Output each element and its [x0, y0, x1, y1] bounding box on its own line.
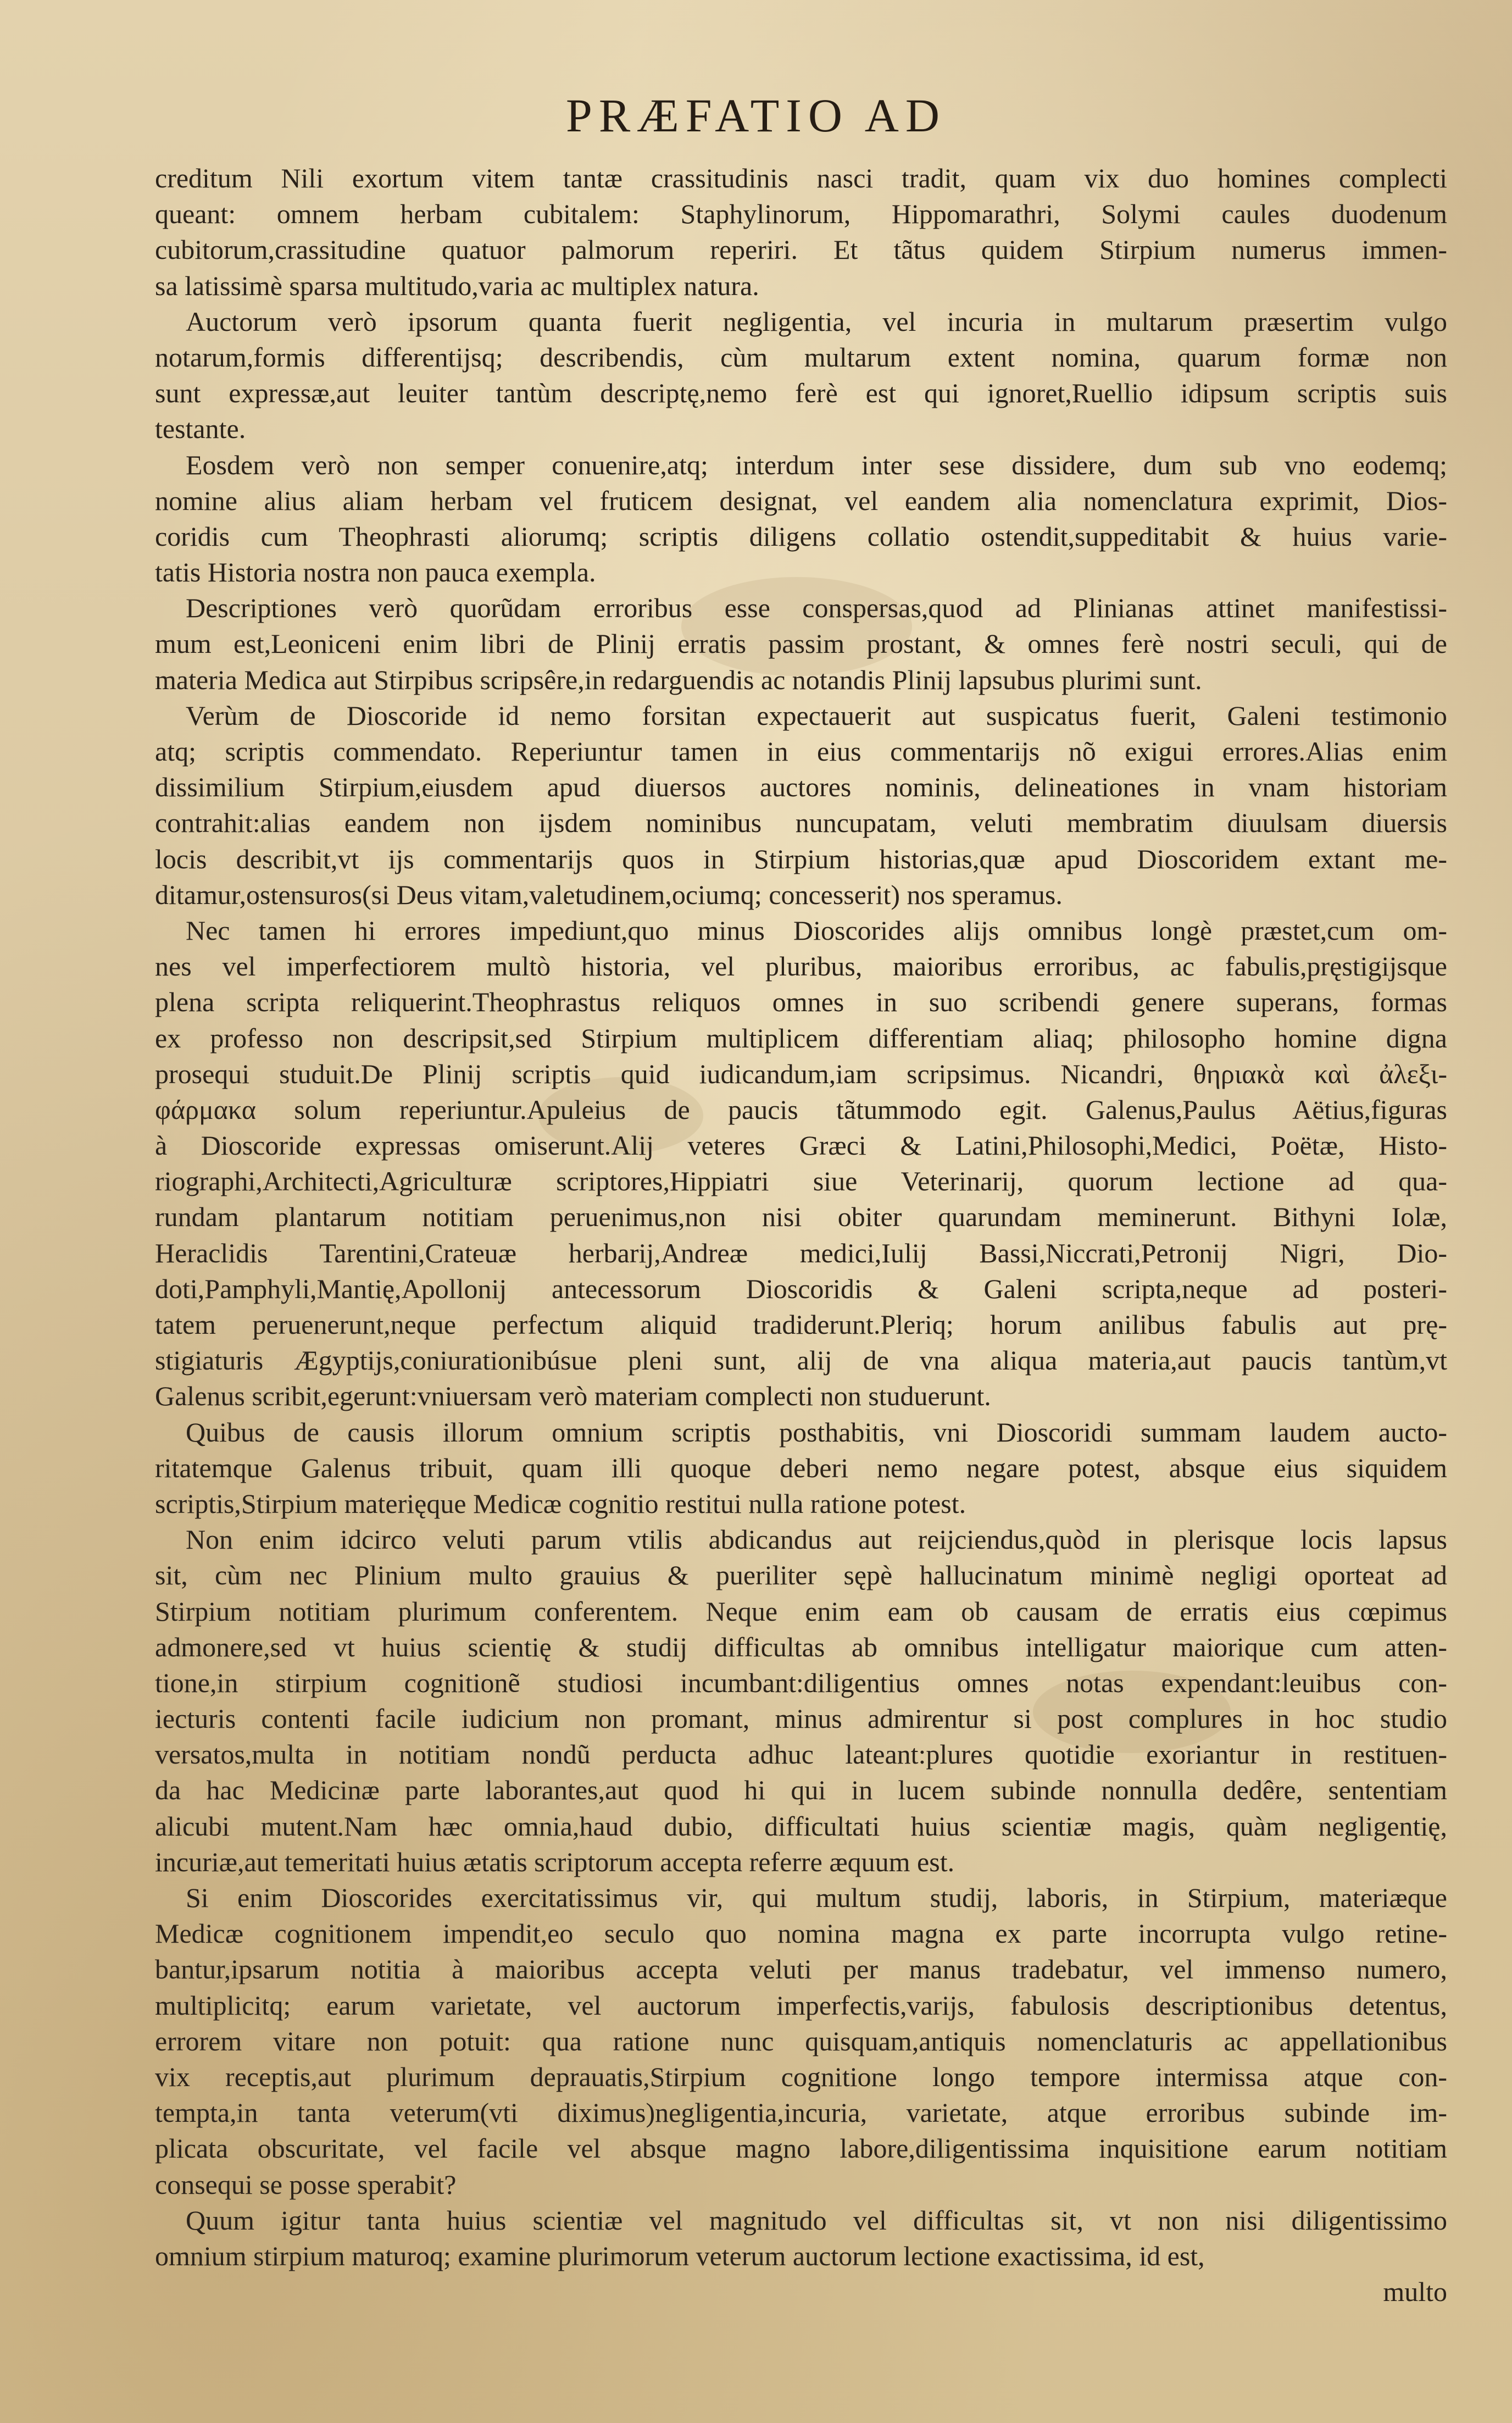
paragraph	[155, 447, 1447, 591]
text-line: Non enim idcirco veluti parum vtilis abdicandus aut reijciendus,quòd in plerisque locis lapsus	[186, 1524, 1447, 1555]
paragraph	[155, 2203, 1447, 2274]
text-line: materia Medica aut Stirpibus scripsêre,in redarguendis ac notandis Plinij lapsubus plurimi sunt.	[155, 664, 1202, 695]
text-line: atq; scriptis commendato. Reperiuntur tamen in eius commentarijs nõ exigui errores.Alias enim	[155, 736, 1447, 767]
text-line: Medicæ cognitionem impendit,eo seculo quo nomina magna ex parte incorrupta vulgo retine-	[155, 1918, 1447, 1949]
text-line: Eosdem verò non semper conuenire,atq; interdum inter sese dissidere, dum sub vno eodemq;	[186, 449, 1447, 480]
text-line: tione,in stirpium cognitionẽ studiosi incumbant:diligentius omnes notas expendant:leuibus con-	[155, 1667, 1447, 1698]
paragraph	[155, 698, 1447, 913]
text-line: creditum Nili exortum vitem tantæ crassitudinis nasci tradit, quam vix duo homines complecti	[155, 163, 1447, 193]
text-line: scriptis,Stirpium materięque Medicæ cognitio restitui nulla ratione potest.	[155, 1488, 966, 1519]
text-line: Heraclidis Tarentini,Crateuæ herbarij,Andreæ medici,Iulij Bassi,Niccrati,Petronij Nigri, Dio-	[155, 1237, 1447, 1268]
text-line: coridis cum Theophrasti aliorumq; scriptis diligens collatio ostendit,suppeditabit & huius varie-	[155, 520, 1447, 552]
text-line: omnium stirpium maturoq; examine plurimorum veterum auctorum lectione exactissima, id est,	[155, 2240, 1205, 2271]
text-line: testante.	[155, 413, 246, 445]
text-line: Descriptiones verò quorũdam erroribus esse conspersas,quod ad Plinianas attinet manifestissi-	[186, 592, 1447, 624]
body-text	[155, 160, 1447, 2310]
text-line: à Dioscoride expressas omiserunt.Alij veteres Græci & Latini,Philosophi,Medici, Poëtæ, Histo-	[155, 1130, 1447, 1161]
text-line: ditamur,ostensuros(si Deus vitam,valetudinem,ociumq; concesserit) nos speramus.	[155, 879, 1063, 910]
text-line: rundam plantarum notitiam peruenimus,non nisi obiter quarundam meminerunt. Bithyni Iolæ,	[155, 1201, 1447, 1233]
text-line: sit, cùm nec Plinium multo grauius & pueriliter sępè hallucinatum minimè negligi oporteat ad	[155, 1560, 1447, 1591]
text-line: tatis Historia nostra non pauca exempla.	[155, 557, 596, 588]
text-line: plicata obscuritate, vel facile vel absque magno labore,diligentissima inquisitione earum notitiam	[155, 2133, 1447, 2164]
text-line: locis describit,vt ijs commentarijs quos in Stirpium historias,quæ apud Dioscoridem extant me-	[155, 843, 1447, 874]
text-line: vix receptis,aut plurimum deprauatis,Stirpium cognitione longo tempore intermissa atque con-	[155, 2061, 1447, 2092]
text-line: queant: omnem herbam cubitalem: Staphylinorum, Hippomarathri, Solymi caules duodenum	[155, 198, 1447, 230]
text-line: Quum igitur tanta huius scientiæ vel magnitudo vel difficultas sit, vt non nisi diligentissimo	[186, 2204, 1447, 2236]
text-line: ex professo non descripsit,sed Stirpium multiplicem differentiam aliaq; philosopho homine digna	[155, 1022, 1447, 1054]
paragraph	[155, 1415, 1447, 1522]
text-line: mum est,Leoniceni enim libri de Plinij erratis passim prostant, & omnes ferè nostri seculi, qui de	[155, 628, 1447, 659]
text-line: consequi se posse sperabit?	[155, 2169, 457, 2200]
paragraph	[155, 1522, 1447, 1880]
text-line: notarum,formis differentijsq; describendis, cùm multarum extent nomina, quarum formæ non	[155, 341, 1447, 373]
text-line: Verùm de Dioscoride id nemo forsitan expectauerit aut suspicatus fuerit, Galeni testimonio	[186, 700, 1447, 731]
text-line: multiplicitq; earum varietate, vel auctorum imperfectis,varijs, fabulosis descriptionibus detentus,	[155, 1989, 1447, 2021]
text-line: nomine alius aliam herbam vel fruticem designat, vel eandem alia nomenclatura exprimit, Dios-	[155, 485, 1447, 516]
text-line: tempta,in tanta veterum(vti diximus)negligentia,incuria, varietate, atque erroribus subinde im-	[155, 2097, 1447, 2128]
text-line: plena scripta reliquerint.Theophrastus reliquos omnes in suo scribendi genere superans, formas	[155, 986, 1447, 1018]
text-line: φάρμακα solum reperiuntur.Apuleius de paucis tãtummodo egit. Galenus,Paulus Aëtius,figuras	[155, 1094, 1447, 1125]
paragraph	[155, 913, 1447, 1415]
text-line: nes vel imperfectiorem multò historia, vel pluribus, maioribus erroribus, ac fabulis,pręstigijsque	[155, 951, 1447, 982]
text-line: sunt expressæ,aut leuiter tantùm descriptę,nemo ferè est qui ignoret,Ruellio idipsum scriptis suis	[155, 378, 1447, 409]
text-line: alicubi mutent.Nam hæc omnia,haud dubio, difficultati huius scientiæ magis, quàm negligentię,	[155, 1810, 1447, 1842]
text-line: Auctorum verò ipsorum quanta fuerit negligentia, vel incuria in multarum præsertim vulgo	[186, 306, 1447, 337]
text-line: Stirpium notitiam plurimum conferentem. Neque enim eam ob causam de erratis eius cœpimus	[155, 1595, 1447, 1627]
text-line: iecturis contenti facile iudicium non promant, minus admirentur si post complures in hoc studio	[155, 1703, 1447, 1734]
text-line: cubitorum,crassitudine quatuor palmorum reperiri. Et tãtus quidem Stirpium numerus immen-	[155, 234, 1447, 265]
catchword: multo	[1383, 2276, 1447, 2308]
text-line: ritatemque Galenus tribuit, quam illi quoque deberi nemo negare potest, absque eius siquidem	[155, 1452, 1447, 1483]
text-line: admonere,sed vt huius scientię & studij difficultas ab omnibus intelligatur maiorique cum atten-	[155, 1631, 1447, 1662]
text-line: Galenus scribit,egerunt:vniuersam verò materiam complecti non studuerunt.	[155, 1380, 991, 1412]
text-line: doti,Pamphyli,Mantię,Apollonij antecessorum Dioscoridis & Galeni scripta,neque ad posteri-	[155, 1273, 1447, 1304]
text-line: sa latissimè sparsa multitudo,varia ac multiplex natura.	[155, 270, 759, 301]
text-line: tatem peruenerunt,neque perfectum aliquid tradiderunt.Pleriq; horum anilibus fabulis aut prę-	[155, 1309, 1447, 1340]
paragraph	[155, 160, 1447, 304]
paragraph	[155, 304, 1447, 447]
text-line: incuriæ,aut temeritati huius ætatis scriptorum accepta referre æquum est.	[155, 1846, 955, 1877]
text-line: Nec tamen hi errores impediunt,quo minus Dioscorides alijs omnibus longè præstet,cum om-	[186, 914, 1447, 946]
text-line: dissimilium Stirpium,eiusdem apud diuersos auctores nominis, delineationes in vnam historiam	[155, 772, 1447, 803]
paragraph	[155, 590, 1447, 698]
text-line: contrahit:alias eandem non ijsdem nominibus nuncupatam, veluti membratim diuulsam diuersis	[155, 807, 1447, 839]
text-line: prosequi studuit.De Plinij scriptis quid iudicandum,iam scripsimus. Nicandri, θηριακὰ καὶ ἀλεξι-	[155, 1058, 1447, 1089]
text-line: bantur,ipsarum notitia à maioribus accepta veluti per manus tradebatur, vel immenso numero,	[155, 1954, 1447, 1985]
running-header: PRÆFATIO AD	[566, 89, 946, 142]
text-line: da hac Medicinæ parte laborantes,aut quod hi qui in lucem subinde nonnulla dedêre, sententiam	[155, 1775, 1447, 1806]
text-line: Quibus de causis illorum omnium scriptis posthabitis, vni Dioscoridi summam laudem aucto-	[186, 1416, 1447, 1448]
text-line: stigiaturis Ægyptijs,coniurationibúsue pleni sunt, alij de vna aliqua materia,aut paucis tantùm,vt	[155, 1345, 1447, 1376]
text-line: versatos,multa in notitiam nondũ perducta adhuc lateant:plures quotidie exoriantur in restituen-	[155, 1739, 1447, 1770]
text-line: Si enim Dioscorides exercitatissimus vir, qui multum studij, laboris, in Stirpium, materiæque	[186, 1882, 1447, 1913]
text-line: errorem vitare non potuit: qua ratione nunc quisquam,antiquis nomenclaturis ac appellationibus	[155, 2025, 1447, 2056]
text-line: riographi,Architecti,Agriculturæ scriptores,Hippiatri siue Veterinarij, quorum lectione ad qua-	[155, 1166, 1447, 1197]
paragraph	[155, 1880, 1447, 2203]
